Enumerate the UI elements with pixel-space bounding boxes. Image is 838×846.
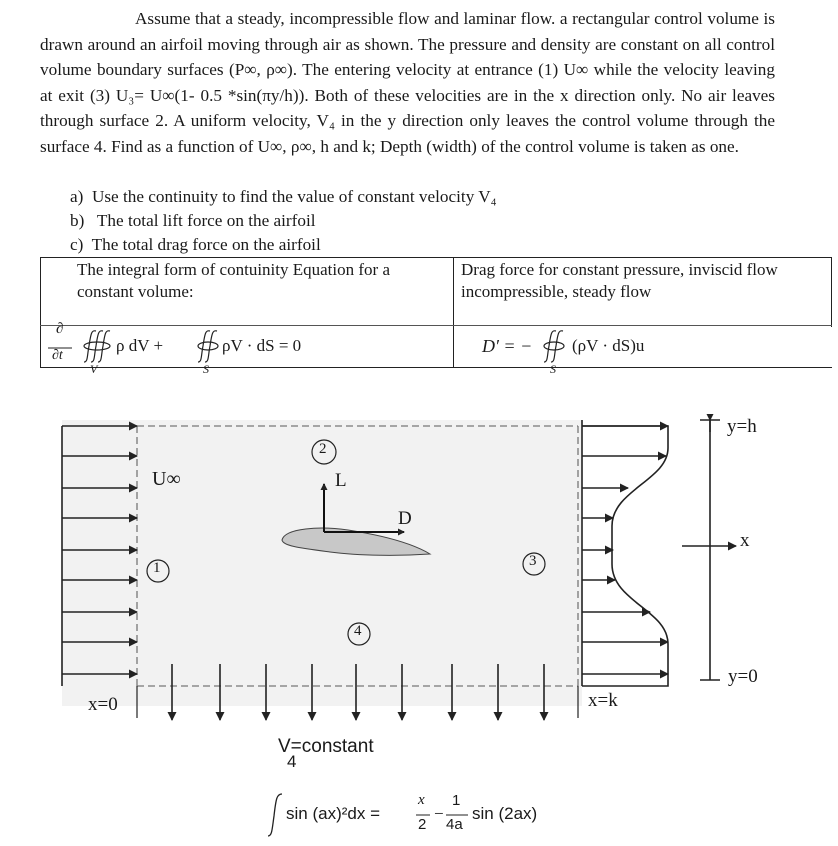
control-volume-fill: [62, 420, 582, 706]
table-right-border: [831, 257, 832, 327]
equation-term-1: ρ dV +: [116, 336, 164, 355]
y0-label: y=0: [728, 666, 758, 687]
task-a-marker: a): [70, 187, 84, 206]
triple-closed-integral-icon: [84, 331, 110, 362]
integral-identity: [262, 786, 562, 844]
task-b: [70, 209, 316, 233]
v4-constant-label: V=constant: [278, 736, 374, 757]
drag-equation: [478, 328, 718, 378]
fraction-1-numerator: x: [418, 792, 425, 808]
right-header: Drag force for constant pressure, inviscid flow incompressible, steady flow: [461, 260, 778, 301]
xk-label: x=k: [588, 690, 618, 711]
partial-denominator: ∂t: [52, 348, 63, 363]
drag-lhs: D′ = −: [482, 336, 533, 356]
integral-sign-icon: [268, 794, 282, 836]
task-a: [70, 185, 497, 209]
table-left-border: [40, 257, 41, 368]
y-axis: [682, 420, 736, 680]
table-top-border: [40, 257, 832, 258]
fraction-2-denominator: 4a: [446, 816, 463, 833]
fraction-1-denominator: 2: [418, 816, 427, 833]
double-closed-integral-icon: [198, 331, 218, 362]
fraction-2-numerator: 1: [452, 792, 461, 809]
task-b-text: The total lift force on the airfoil: [96, 211, 316, 230]
surface-4-label: 4: [354, 623, 362, 639]
task-a-text: Use the continuity to find the value of constant velocity V₄: [91, 187, 497, 206]
left-header: The integral form of contuinity Equation for a constant volume:: [77, 260, 390, 301]
surface-subscript: S: [203, 362, 209, 376]
task-c-text: The total drag force on the airfoil: [91, 235, 321, 254]
v4-subscript: 4: [287, 752, 297, 771]
yh-label: y=h: [727, 416, 757, 437]
integral-tail: sin (2ax): [472, 804, 538, 823]
partial-numerator: ∂: [56, 321, 64, 337]
problem-paragraph: [40, 6, 775, 159]
surface-1-label: 1: [153, 560, 161, 576]
lift-label: L: [335, 470, 347, 491]
drag-term: (ρV · dS)u: [572, 336, 645, 355]
continuity-equation: [46, 321, 426, 376]
task-c: [70, 233, 321, 257]
control-volume-diagram: [0, 380, 838, 846]
drag-surface-subscript: S: [550, 362, 556, 376]
task-b-marker: b): [70, 211, 85, 230]
surface-2-label: 2: [319, 441, 327, 457]
integral-lhs: sin (ax)²dx =: [286, 804, 380, 823]
outlet-profile-curve: [582, 426, 668, 686]
u-infinity-label: U∞: [152, 468, 181, 490]
task-c-marker: c): [70, 235, 84, 254]
integral-minus: −: [434, 804, 444, 823]
equation-term-2: ρV · dS = 0: [222, 336, 302, 355]
drag-label: D: [398, 508, 412, 529]
problem-text: Assume that a steady, incompressible flow and laminar flow. a rectangular control volume is drawn around an airfoil moving through air as shown. The pressure and density are constant on all control volume boundary surfaces (P∞, ρ∞). The entering velocity at entrance (1) U∞ while the velocity leaving at exit (3) U₃= U∞(1- 0.5 *sin(πy/h)). Both of these velocities are in the x direction only. No air leaves through surface 2. A uniform velocity, V₄ in the y direction only leaves the control volume through the surface 4. Find as a function of U∞, ρ∞, h and k; Depth (width) of the control volume is taken as one.: [40, 9, 775, 156]
volume-subscript: V: [90, 362, 98, 376]
x-direction-label: x: [740, 530, 750, 551]
x0-label: x=0: [88, 694, 118, 715]
double-closed-integral-icon: [544, 331, 564, 362]
outlet-velocity-profile: [582, 420, 668, 686]
table-mid-divider: [453, 257, 454, 368]
surface-3-label: 3: [529, 553, 537, 569]
